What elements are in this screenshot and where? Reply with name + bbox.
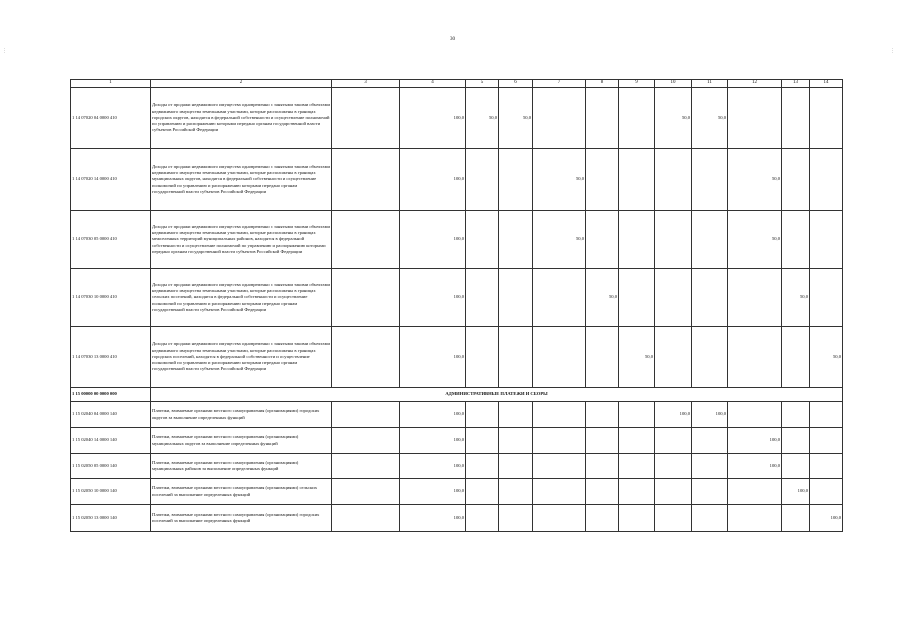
value-cell bbox=[692, 454, 728, 479]
scan-edge-mark-left: ⋮ bbox=[2, 49, 7, 54]
value-cell bbox=[332, 269, 400, 327]
value-cell: 100,0 bbox=[400, 149, 466, 211]
value-cell bbox=[332, 505, 400, 532]
income-description: Платежи, взимаемые органами местного самоуправления (организациями) муниципальных округов за выполнение определенных функций bbox=[151, 428, 332, 454]
value-cell bbox=[332, 454, 400, 479]
value-cell bbox=[466, 211, 499, 269]
value-cell bbox=[728, 402, 782, 428]
value-cell bbox=[533, 402, 586, 428]
value-cell bbox=[619, 149, 655, 211]
value-cell: 100,0 bbox=[400, 505, 466, 532]
value-cell bbox=[655, 479, 692, 505]
value-cell bbox=[619, 479, 655, 505]
value-cell bbox=[533, 88, 586, 149]
value-cell bbox=[782, 454, 810, 479]
column-header: 14 bbox=[810, 80, 843, 88]
value-cell bbox=[499, 479, 533, 505]
column-header: 5 bbox=[466, 80, 499, 88]
income-description: Платежи, взимаемые органами местного самоуправления (организациями) городских поселений за выполнение определенных функций bbox=[151, 505, 332, 532]
value-cell bbox=[466, 454, 499, 479]
value-cell bbox=[619, 88, 655, 149]
value-cell bbox=[499, 505, 533, 532]
value-cell: 50,0 bbox=[586, 269, 619, 327]
budget-classification-code: 1 14 07030 10 0000 410 bbox=[71, 269, 151, 327]
value-cell: 50,0 bbox=[655, 88, 692, 149]
value-cell: 50,0 bbox=[728, 149, 782, 211]
value-cell bbox=[499, 211, 533, 269]
value-cell: 100,0 bbox=[400, 479, 466, 505]
column-header: 3 bbox=[332, 80, 400, 88]
income-description: Доходы от продажи недвижимого имущества одновременно с занятыми такими объектами недвижимого имущества земельными участками, которые расположены в границах муниципальных округов, находятся в федеральной собственности и осуществление полномочий по управлению и распоряжению которыми передано органам государственной власти субъектов Российской Федерации bbox=[151, 149, 332, 211]
value-cell bbox=[810, 269, 843, 327]
value-cell bbox=[810, 149, 843, 211]
value-cell: 100,0 bbox=[400, 428, 466, 454]
value-cell bbox=[332, 88, 400, 149]
income-description: Платежи, взимаемые органами местного самоуправления (организациями) сельских поселений за выполнение определенных функций bbox=[151, 479, 332, 505]
value-cell bbox=[466, 479, 499, 505]
value-cell bbox=[692, 479, 728, 505]
value-cell bbox=[586, 88, 619, 149]
budget-classification-code: 1 15 02040 04 0000 140 bbox=[71, 402, 151, 428]
income-distribution-table bbox=[70, 79, 843, 532]
value-cell bbox=[466, 402, 499, 428]
income-description: Доходы от продажи недвижимого имущества одновременно с занятыми такими объектами недвижимого имущества земельными участками, которые расположены в границах городских поселений, находятся в федеральной собственности и осуществление полномочий по управлению и распоряжению которыми передано органам государственной власти субъектов Российской Федерации bbox=[151, 327, 332, 388]
column-header: 4 bbox=[400, 80, 466, 88]
column-number-header-row bbox=[71, 80, 843, 88]
value-cell bbox=[810, 454, 843, 479]
value-cell: 100,0 bbox=[400, 327, 466, 388]
value-cell bbox=[655, 269, 692, 327]
value-cell bbox=[782, 505, 810, 532]
value-cell: 50,0 bbox=[728, 211, 782, 269]
value-cell bbox=[533, 479, 586, 505]
income-description: Доходы от продажи недвижимого имущества одновременно с занятыми такими объектами недвижимого имущества земельными участками, которые расположены в границах городских округов, находятся в федеральной собственности и осуществление полномочий по управлению и распоряжению которыми передано органам государственной власти субъектов Российской Федерации bbox=[151, 88, 332, 149]
table-row bbox=[71, 211, 843, 269]
value-cell bbox=[692, 428, 728, 454]
value-cell bbox=[810, 428, 843, 454]
value-cell bbox=[586, 479, 619, 505]
value-cell bbox=[499, 428, 533, 454]
value-cell bbox=[810, 211, 843, 269]
value-cell bbox=[533, 327, 586, 388]
budget-classification-code: 1 14 07020 04 0000 410 bbox=[71, 88, 151, 149]
value-cell bbox=[655, 327, 692, 388]
value-cell bbox=[533, 269, 586, 327]
value-cell bbox=[692, 505, 728, 532]
value-cell: 100,0 bbox=[810, 505, 843, 532]
value-cell: 100,0 bbox=[655, 402, 692, 428]
column-header: 2 bbox=[151, 80, 332, 88]
value-cell bbox=[810, 479, 843, 505]
value-cell bbox=[810, 402, 843, 428]
value-cell: 50,0 bbox=[499, 88, 533, 149]
value-cell bbox=[466, 149, 499, 211]
value-cell bbox=[586, 454, 619, 479]
value-cell bbox=[782, 428, 810, 454]
value-cell bbox=[655, 454, 692, 479]
value-cell bbox=[728, 327, 782, 388]
value-cell bbox=[782, 88, 810, 149]
value-cell bbox=[499, 149, 533, 211]
value-cell bbox=[655, 428, 692, 454]
column-header: 10 bbox=[655, 80, 692, 88]
column-header: 9 bbox=[619, 80, 655, 88]
value-cell bbox=[728, 88, 782, 149]
value-cell bbox=[728, 269, 782, 327]
value-cell: 100,0 bbox=[728, 428, 782, 454]
table-row bbox=[71, 88, 843, 149]
value-cell bbox=[619, 269, 655, 327]
column-header: 7 bbox=[533, 80, 586, 88]
value-cell: 50,0 bbox=[782, 269, 810, 327]
income-description: Платежи, взимаемые органами местного самоуправления (организациями) муниципальных районов за выполнение определенных функций bbox=[151, 454, 332, 479]
value-cell: 50,0 bbox=[533, 211, 586, 269]
value-cell bbox=[586, 428, 619, 454]
value-cell bbox=[499, 402, 533, 428]
page-number: 30 bbox=[450, 37, 455, 42]
value-cell: 100,0 bbox=[400, 402, 466, 428]
value-cell bbox=[619, 505, 655, 532]
budget-classification-code: 1 14 07020 14 0000 410 bbox=[71, 149, 151, 211]
value-cell bbox=[466, 505, 499, 532]
value-cell bbox=[619, 428, 655, 454]
value-cell bbox=[692, 269, 728, 327]
value-cell bbox=[782, 327, 810, 388]
value-cell bbox=[692, 149, 728, 211]
value-cell bbox=[332, 428, 400, 454]
value-cell bbox=[586, 327, 619, 388]
table-row bbox=[71, 402, 843, 428]
value-cell: 100,0 bbox=[728, 454, 782, 479]
value-cell bbox=[619, 454, 655, 479]
value-cell bbox=[586, 402, 619, 428]
budget-classification-code: 1 15 02050 10 0000 140 bbox=[71, 479, 151, 505]
column-header: 13 bbox=[782, 80, 810, 88]
table-row bbox=[71, 505, 843, 532]
value-cell bbox=[782, 402, 810, 428]
section-title: АДМИНИСТРАТИВНЫЕ ПЛАТЕЖИ И СБОРЫ bbox=[151, 388, 843, 402]
table-row bbox=[71, 454, 843, 479]
value-cell bbox=[810, 88, 843, 149]
table-row bbox=[71, 269, 843, 327]
value-cell bbox=[499, 327, 533, 388]
value-cell bbox=[533, 454, 586, 479]
value-cell bbox=[655, 211, 692, 269]
income-description: Доходы от продажи недвижимого имущества одновременно с занятыми такими объектами недвижимого имущества земельными участками, которые расположены в границах сельских поселений, находятся в федеральной собственности и осуществление полномочий по управлению и распоряжению которыми передано органам государственной власти субъектов Российской Федерации bbox=[151, 269, 332, 327]
column-header: 8 bbox=[586, 80, 619, 88]
value-cell: 50,0 bbox=[466, 88, 499, 149]
value-cell bbox=[533, 505, 586, 532]
value-cell bbox=[655, 149, 692, 211]
value-cell bbox=[499, 454, 533, 479]
budget-classification-code: 1 14 07030 05 0000 410 bbox=[71, 211, 151, 269]
value-cell bbox=[533, 428, 586, 454]
value-cell bbox=[332, 149, 400, 211]
table-row bbox=[71, 479, 843, 505]
value-cell bbox=[586, 149, 619, 211]
value-cell bbox=[619, 402, 655, 428]
value-cell: 100,0 bbox=[400, 269, 466, 327]
value-cell: 100,0 bbox=[400, 454, 466, 479]
value-cell: 50,0 bbox=[533, 149, 586, 211]
value-cell bbox=[332, 211, 400, 269]
value-cell bbox=[586, 505, 619, 532]
value-cell: 100,0 bbox=[692, 402, 728, 428]
table-row bbox=[71, 428, 843, 454]
value-cell bbox=[782, 149, 810, 211]
value-cell bbox=[466, 269, 499, 327]
value-cell bbox=[728, 479, 782, 505]
value-cell: 100,0 bbox=[400, 211, 466, 269]
income-description: Доходы от продажи недвижимого имущества одновременно с занятыми такими объектами недвижимого имущества земельными участками, которые расположены в границах межселенных территорий муниципальных районов, находятся в федеральной собственности и осуществление полномочий по управлению и распоряжению которыми передано органам государственной власти субъектов Российской Федерации bbox=[151, 211, 332, 269]
value-cell: 100,0 bbox=[400, 88, 466, 149]
column-header: 11 bbox=[692, 80, 728, 88]
value-cell bbox=[466, 327, 499, 388]
scan-edge-mark-right: ⋮ bbox=[890, 49, 895, 54]
budget-classification-code: 1 15 02040 14 0000 140 bbox=[71, 428, 151, 454]
value-cell bbox=[692, 211, 728, 269]
section-row bbox=[71, 388, 843, 402]
section-code: 1 15 00000 00 0000 000 bbox=[71, 388, 151, 402]
value-cell bbox=[332, 402, 400, 428]
column-header: 6 bbox=[499, 80, 533, 88]
value-cell bbox=[692, 327, 728, 388]
value-cell: 50,0 bbox=[692, 88, 728, 149]
value-cell bbox=[466, 428, 499, 454]
value-cell bbox=[655, 505, 692, 532]
value-cell bbox=[782, 211, 810, 269]
value-cell bbox=[499, 269, 533, 327]
value-cell bbox=[619, 211, 655, 269]
table-row bbox=[71, 327, 843, 388]
column-header: 1 bbox=[71, 80, 151, 88]
value-cell: 50,0 bbox=[810, 327, 843, 388]
budget-classification-code: 1 15 02050 05 0000 140 bbox=[71, 454, 151, 479]
budget-classification-code: 1 15 02050 13 0000 140 bbox=[71, 505, 151, 532]
value-cell bbox=[332, 327, 400, 388]
value-cell bbox=[332, 479, 400, 505]
value-cell bbox=[586, 211, 619, 269]
budget-classification-code: 1 14 07030 13 0000 410 bbox=[71, 327, 151, 388]
table-row bbox=[71, 149, 843, 211]
value-cell bbox=[728, 505, 782, 532]
value-cell: 100,0 bbox=[782, 479, 810, 505]
income-description: Платежи, взимаемые органами местного самоуправления (организациями) городских округов за выполнение определенных функций bbox=[151, 402, 332, 428]
value-cell: 50,0 bbox=[619, 327, 655, 388]
column-header: 12 bbox=[728, 80, 782, 88]
